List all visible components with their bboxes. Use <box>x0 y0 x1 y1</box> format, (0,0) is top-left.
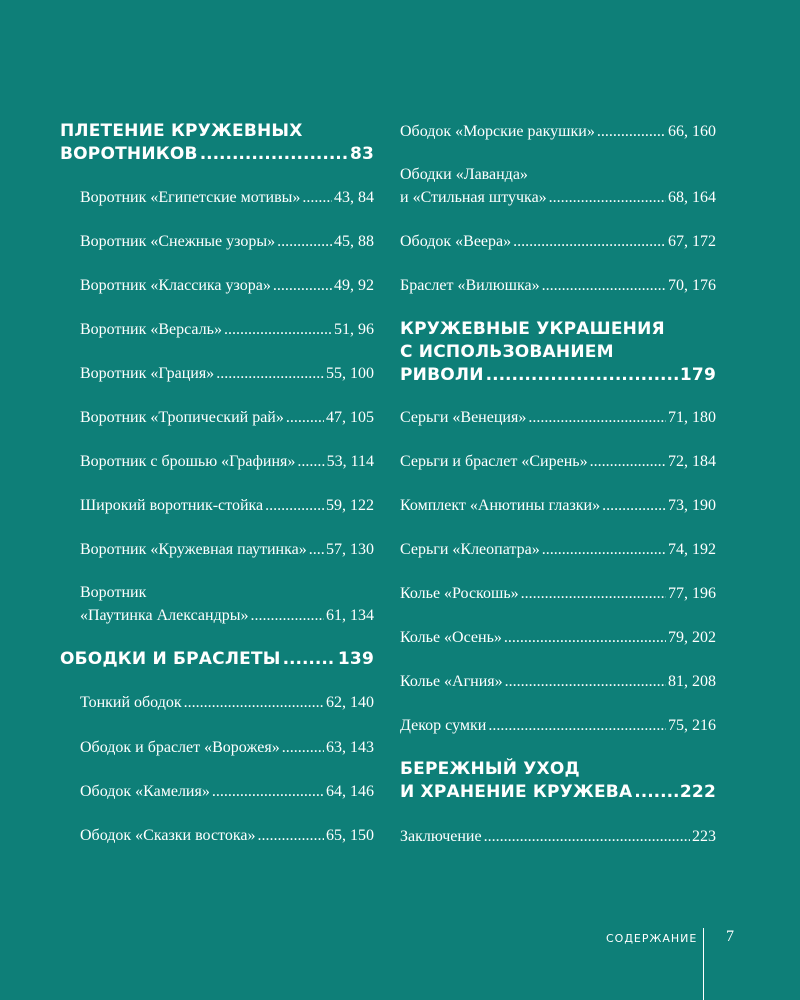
entry-pages: 53, 114 <box>326 453 374 470</box>
dot-leader <box>521 582 666 605</box>
toc-entry[interactable] <box>400 494 716 517</box>
toc-entry[interactable] <box>80 494 374 517</box>
toc-entry[interactable] <box>400 120 716 143</box>
dot-leader <box>597 120 666 143</box>
entry-title: Комплект «Анютины глазки» <box>400 497 601 514</box>
heading-line-with-page <box>400 364 716 387</box>
dot-leader <box>634 781 678 804</box>
toc-entry[interactable] <box>80 691 374 714</box>
entry-pages: 81, 208 <box>668 673 716 690</box>
running-footer-section-label: СОДЕРЖАНИЕ <box>606 932 698 945</box>
dot-leader <box>505 670 666 693</box>
heading-line-with-page <box>60 648 374 671</box>
toc-entry[interactable] <box>400 406 716 429</box>
heading-line: ПЛЕТЕНИЕ КРУЖЕВНЫХ <box>60 121 303 141</box>
dot-leader <box>309 538 324 561</box>
heading-line: С ИСПОЛЬЗОВАНИЕМ <box>400 342 614 362</box>
dot-leader <box>484 825 690 848</box>
heading-line-with-page <box>400 781 716 804</box>
entry-title: Широкий воротник-стойка <box>80 497 264 514</box>
entry-title: и «Стильная штучка» <box>400 189 547 206</box>
dot-leader <box>513 230 666 253</box>
dot-leader <box>257 824 324 847</box>
entry-pages: 67, 172 <box>668 233 716 250</box>
page-number: 222 <box>679 782 716 802</box>
entry-title: Воротник «Грация» <box>80 365 215 382</box>
entry-pages: 55, 100 <box>326 365 374 382</box>
entry-pages: 70, 176 <box>668 277 716 294</box>
dot-leader <box>273 274 332 297</box>
entry-pages: 62, 140 <box>326 694 374 711</box>
entry-title: Колье «Осень» <box>400 629 502 646</box>
toc-section-heading[interactable] <box>400 318 716 387</box>
toc-entry[interactable] <box>80 318 374 341</box>
heading-line: КРУЖЕВНЫЕ УКРАШЕНИЯ <box>400 319 665 339</box>
entry-title-line: Ободки «Лаванда» <box>400 166 528 183</box>
dot-leader <box>302 186 332 209</box>
toc-entry[interactable] <box>80 362 374 385</box>
page-number: 179 <box>679 365 716 385</box>
dot-leader <box>286 406 324 429</box>
toc-entry[interactable] <box>400 230 716 253</box>
entry-pages: 57, 130 <box>326 541 374 558</box>
dot-leader <box>590 450 666 473</box>
entry-pages: 47, 105 <box>326 409 374 426</box>
heading-line: И ХРАНЕНИЕ КРУЖЕВА <box>400 782 633 802</box>
entry-title: Воротник «Классика узора» <box>80 277 271 294</box>
toc-entry[interactable] <box>400 274 716 297</box>
toc-entry[interactable] <box>80 406 374 429</box>
entry-title: «Паутинка Александры» <box>80 607 249 624</box>
entry-pages: 73, 190 <box>668 497 716 514</box>
entry-title: Ободок «Камелия» <box>80 783 210 800</box>
toc-section-heading[interactable] <box>60 120 374 166</box>
dot-leader <box>265 494 324 517</box>
dot-leader <box>184 691 324 714</box>
dot-leader <box>542 274 666 297</box>
toc-entry[interactable] <box>80 736 374 759</box>
dot-leader <box>283 648 336 671</box>
entry-title: Тонкий ободок <box>80 694 182 711</box>
entry-pages: 71, 180 <box>668 409 716 426</box>
dot-leader <box>250 604 324 627</box>
entry-title: Воротник с брошью «Графиня» <box>80 453 296 470</box>
heading-line: БЕРЕЖНЫЙ УХОД <box>400 759 580 779</box>
entry-title: Воротник «Версаль» <box>80 321 222 338</box>
heading-line: ВОРОТНИКОВ <box>60 144 198 164</box>
dot-leader <box>528 406 666 429</box>
page-number-footer: 7 <box>726 928 734 945</box>
dot-leader <box>297 450 324 473</box>
toc-section-heading[interactable] <box>400 758 716 804</box>
dot-leader <box>504 626 666 649</box>
entry-title: Колье «Роскошь» <box>400 585 519 602</box>
toc-entry[interactable] <box>400 714 716 737</box>
page-number: 139 <box>337 649 374 669</box>
entry-pages: 64, 146 <box>326 783 374 800</box>
entry-pages: 65, 150 <box>326 827 374 844</box>
entry-pages: 61, 134 <box>326 607 374 624</box>
entry-title: Ободок «Веера» <box>400 233 512 250</box>
footer-divider <box>703 928 704 1000</box>
entry-title: Браслет «Вилюшка» <box>400 277 540 294</box>
entry-title: Ободок «Морские ракушки» <box>400 123 595 140</box>
entry-title: Серьги «Венеция» <box>400 409 527 426</box>
entry-pages: 59, 122 <box>326 497 374 514</box>
toc-section-heading[interactable] <box>60 648 374 671</box>
dot-leader <box>216 362 324 385</box>
entry-pages: 223 <box>692 828 716 845</box>
entry-title: Ободок «Сказки востока» <box>80 827 256 844</box>
toc-entry[interactable] <box>400 450 716 473</box>
entry-title: Воротник «Египетские мотивы» <box>80 189 301 206</box>
heading-line-with-page <box>60 143 374 166</box>
entry-title: Ободок и браслет «Ворожея» <box>80 739 280 756</box>
dot-leader <box>549 186 666 209</box>
entry-title: Воротник «Тропический рай» <box>80 409 284 426</box>
dot-leader <box>200 143 348 166</box>
entry-pages: 45, 88 <box>334 233 374 250</box>
dot-leader <box>277 230 332 253</box>
entry-pages: 43, 84 <box>334 189 374 206</box>
entry-pages: 63, 143 <box>326 739 374 756</box>
toc-entry[interactable] <box>400 582 716 605</box>
toc-entry[interactable] <box>80 538 374 561</box>
toc-entry[interactable] <box>80 824 374 847</box>
dot-leader <box>602 494 666 517</box>
entry-title: Воротник «Снежные узоры» <box>80 233 276 250</box>
entry-pages: 77, 196 <box>668 585 716 602</box>
dot-leader <box>224 318 332 341</box>
entry-title: Серьги «Клеопатра» <box>400 541 540 558</box>
entry-title: Заключение <box>400 828 482 845</box>
entry-pages: 72, 184 <box>668 453 716 470</box>
toc-entry[interactable] <box>80 581 374 627</box>
entry-pages: 74, 192 <box>668 541 716 558</box>
entry-title: Колье «Агния» <box>400 673 503 690</box>
entry-pages: 51, 96 <box>334 321 374 338</box>
heading-line: РИВОЛИ <box>400 365 484 385</box>
dot-leader <box>486 364 678 387</box>
entry-pages: 79, 202 <box>668 629 716 646</box>
toc-entry[interactable] <box>80 450 374 473</box>
toc-entry[interactable] <box>80 230 374 253</box>
entry-title: Декор сумки <box>400 717 487 734</box>
toc-entry[interactable] <box>80 780 374 803</box>
entry-title-line: Воротник <box>80 584 147 601</box>
toc-entry[interactable] <box>400 538 716 561</box>
toc-entry[interactable] <box>400 626 716 649</box>
dot-leader <box>212 780 324 803</box>
entry-pages: 49, 92 <box>334 277 374 294</box>
dot-leader <box>488 714 666 737</box>
entry-title: Серьги и браслет «Сирень» <box>400 453 588 470</box>
dot-leader <box>282 736 324 759</box>
entry-title: Воротник «Кружевная паутинка» <box>80 541 307 558</box>
toc-entry[interactable] <box>400 825 716 848</box>
entry-pages: 75, 216 <box>668 717 716 734</box>
toc-entry[interactable] <box>80 186 374 209</box>
toc-entry[interactable] <box>80 274 374 297</box>
entry-pages: 66, 160 <box>668 123 716 140</box>
toc-entry[interactable] <box>400 670 716 693</box>
toc-entry[interactable] <box>400 163 716 209</box>
dot-leader <box>542 538 666 561</box>
heading-line: ОБОДКИ И БРАСЛЕТЫ <box>60 649 281 669</box>
entry-pages: 68, 164 <box>668 189 716 206</box>
page-number: 83 <box>349 144 374 164</box>
